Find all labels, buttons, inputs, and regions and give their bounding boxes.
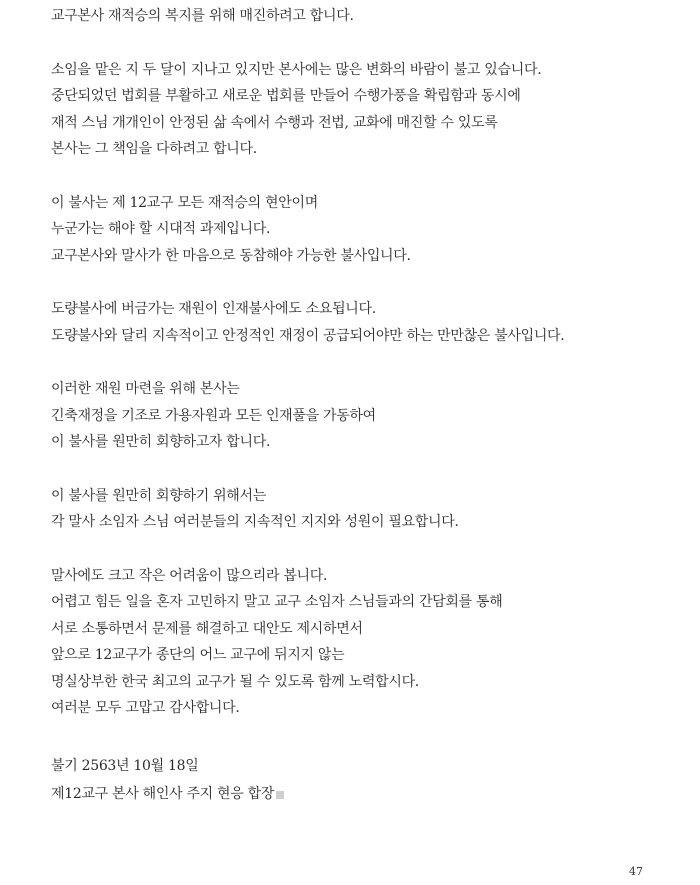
text-line: 이 불사를 원만히 회향하기 위해서는	[51, 487, 266, 504]
end-mark-icon	[276, 791, 284, 799]
page-number: 47	[629, 865, 643, 878]
text-line: 말사에도 크고 작은 어려움이 많으리라 봅니다.	[51, 567, 328, 584]
paragraph	[51, 3, 681, 30]
letter-body	[51, 3, 681, 749]
text-line: 여러분 모두 고맙고 감사합니다.	[51, 700, 240, 716]
text-line: 긴축재정을 기조로 가용자원과 모든 인재풀을 가동하여	[51, 407, 376, 424]
paragraph	[51, 563, 681, 722]
text-line: 이러한 재원 마련을 위해 본사는	[51, 381, 240, 397]
signature-author: 제12교구 본사 해인사 주지 현응 합장	[51, 786, 275, 802]
text-line: 이 불사는 제 12교구 모든 재적승의 현안이며	[51, 194, 318, 211]
text-line: 중단되었던 법회를 부활하고 새로운 법회를 만들어 수행가풍을 확립함과 동시에	[51, 88, 521, 104]
paragraph	[51, 296, 681, 349]
text-line: 누군가는 해야 할 시대적 과제입니다.	[51, 221, 271, 237]
text-line: 이 불사를 원만히 회향하고자 합니다.	[51, 434, 271, 450]
paragraph	[51, 190, 681, 270]
text-line: 도량불사와 달리 지속적이고 안정적인 재정이 공급되어야만 하는 만만찮은 불사입니다.	[51, 327, 565, 344]
text-line: 본사는 그 책임을 다하려고 합니다.	[51, 141, 257, 157]
paragraph	[51, 57, 681, 163]
text-line: 소임을 맡은 지 두 달이 지나고 있지만 본사에는 많은 변화의 바람이 불고 있습니다.	[51, 61, 542, 78]
signature-author-line	[51, 780, 284, 808]
text-line: 도량불사에 버금가는 재원이 인재불사에도 소요됩니다.	[51, 301, 376, 317]
text-line: 각 말사 소임자 스님 여러분들의 지속적인 지지와 성원이 필요합니다.	[51, 514, 459, 530]
paragraph	[51, 483, 681, 536]
text-line: 교구본사 재적승의 복지를 위해 매진하려고 합니다.	[51, 8, 354, 24]
text-line: 서로 소통하면서 문제를 해결하고 대안도 제시하면서	[51, 620, 363, 637]
text-line: 교구본사와 말사가 한 마음으로 동참해야 가능한 불사입니다.	[51, 247, 411, 264]
text-line: 재적 스님 개개인이 안정된 삶 속에서 수행과 전법, 교화에 매진할 수 있도록	[51, 114, 498, 131]
signature-date: 불기 2563년 10월 18일	[51, 758, 199, 774]
text-line: 명실상부한 한국 최고의 교구가 될 수 있도록 함께 노력합시다.	[51, 673, 419, 690]
text-line: 앞으로 12교구가 종단의 어느 교구에 뒤지지 않는	[51, 647, 345, 663]
signature-block	[51, 752, 284, 808]
text-line: 어렵고 힘든 일을 혼자 고민하지 말고 교구 소임자 스님들과의 간담회를 통해	[51, 594, 503, 610]
paragraph	[51, 376, 681, 456]
